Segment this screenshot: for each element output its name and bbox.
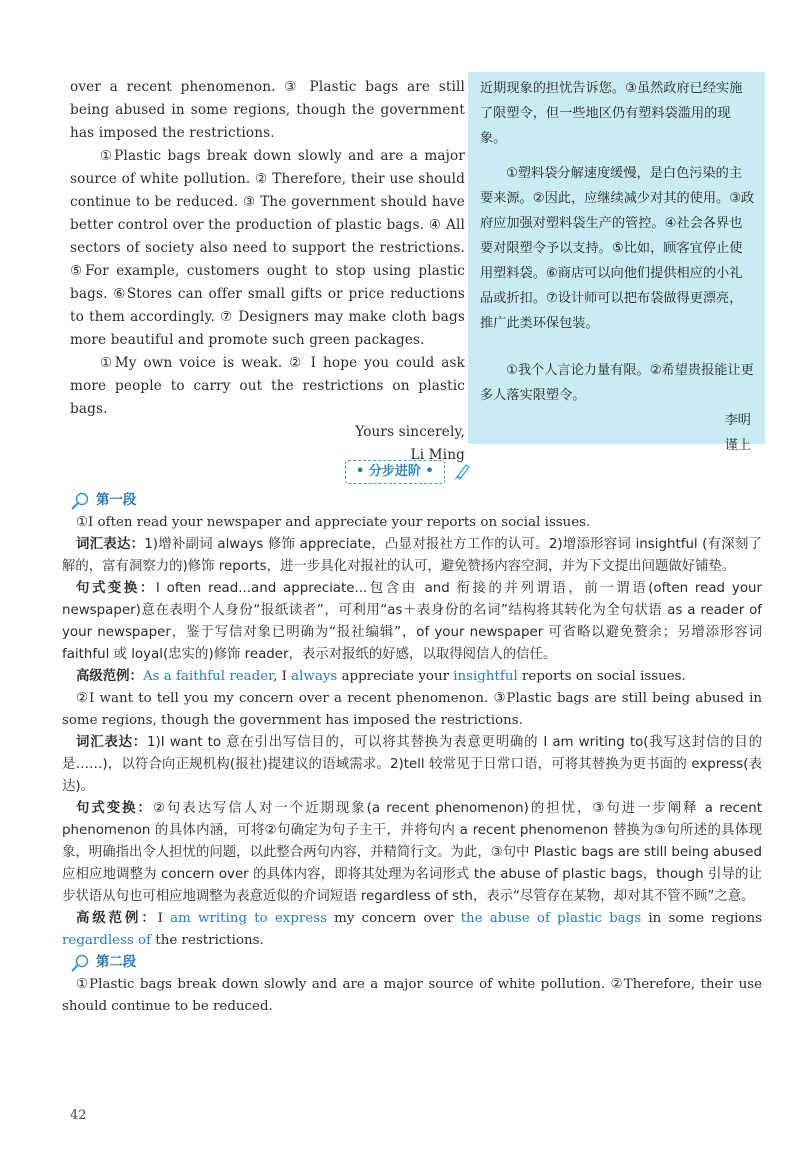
section1-syntax bbox=[62, 578, 762, 666]
letter-cn-closing: 谨上 bbox=[724, 438, 751, 453]
section1-sentence: ①I often read your newspaper and appreciate your reports on social issues. bbox=[76, 515, 591, 530]
body-content bbox=[62, 490, 762, 1018]
vocab-label: 词汇表达： bbox=[76, 537, 145, 552]
section1b-vocab bbox=[62, 732, 762, 798]
vocab-label: 词汇表达： bbox=[76, 735, 147, 750]
pen-icon bbox=[454, 462, 472, 480]
section1b-sentence: ②I want to tell you my concern over a recent phenomenon. ③Plastic bags are still being abused in some regions, though the government has imposed the restrictions. bbox=[62, 691, 762, 728]
letter-chinese bbox=[468, 72, 765, 453]
section1-vocab bbox=[62, 534, 762, 578]
letter-en-signature: Li Ming bbox=[410, 447, 465, 463]
letter-cn-p3: ①我个人言论力量有限。②希望贵报能让更多人落实限塑令。 bbox=[480, 363, 754, 403]
magnifier-icon bbox=[70, 954, 90, 972]
example-part: As a faithful reader bbox=[142, 669, 274, 684]
vocab-text: 1)增补副词 always 修饰 appreciate，凸显对报社方工作的认可。2)增添形容词 insightful (有深刻了解的，富有洞察力的)修饰 reports，进一步具化对报社的认可，避免赞扬内容空洞，并为下文提出问题做好铺垫。 bbox=[62, 537, 762, 574]
example-label: 高级范例： bbox=[76, 669, 143, 684]
section-banner: • 分步进阶 • bbox=[345, 460, 445, 484]
letter-cn-signature: 李明 bbox=[724, 413, 751, 428]
section-title-2: 第二段 bbox=[96, 955, 137, 970]
example-part: my concern over bbox=[326, 911, 461, 926]
letter-cn-p1: 近期现象的担忧告诉您。③虽然政府已经实施了限塑令，但一些地区仍有塑料袋滥用的现象。 bbox=[480, 81, 743, 146]
vocab-text: 1)I want to 意在引出写信目的，可以将其替换为表意更明确的 I am writing to(我写这封信的目的是……)，以符合向正规机构(报社)提建议的语域需求。2)tell 较常见于日常口语，可将其替换为更书面的 express(表达)。 bbox=[62, 735, 763, 794]
example-part: I bbox=[157, 911, 171, 926]
section1b-syntax bbox=[62, 798, 762, 908]
example-part: regardless of bbox=[62, 933, 152, 948]
section-title-1: 第一段 bbox=[96, 493, 137, 508]
example-part: appreciate your bbox=[337, 669, 454, 684]
letter-en-p2: ①Plastic bags break down slowly and are a major source of white pollution. ② Therefore, their use should continue to be reduced. ③ The government should have better control over the production of plastic bags. ④ All sectors of society also need to support the restrictions. ⑤For example, customers ought to stop using plastic bags. ⑥Stores can offer small gifts or price reductions to them accordingly. ⑦ Designers may make cloth bags more beautiful and promote such green packages. bbox=[70, 148, 465, 348]
example-part: reports on social issues. bbox=[517, 669, 686, 684]
example-part: always bbox=[291, 669, 338, 684]
letter-en-p1: over a recent phenomenon. ③ Plastic bags are still being abused in some regions, though the government has imposed the restrictions. bbox=[70, 79, 465, 141]
letter-cn-p2: ①塑料袋分解速度缓慢，是白色污染的主要来源。②因此，应继续减少对其的使用。③政府应加强对塑料袋生产的管控。④社会各界也要对限塑令予以支持。⑤比如，顾客宜停止使用塑料袋。⑥商店可以向他们提供相应的小礼品或折扣。⑦设计师可以把布袋做得更漂亮，推广此类环保包装。 bbox=[480, 166, 755, 331]
section2-sentence: ①Plastic bags break down slowly and are a major source of white pollution. ②Therefore, their use should continue to be reduced. bbox=[62, 977, 762, 1014]
example-label: 高级范例： bbox=[76, 911, 158, 926]
example-part: am writing to express bbox=[170, 911, 327, 926]
letter-english bbox=[70, 76, 465, 467]
letter-block bbox=[70, 72, 765, 463]
syntax-text: I often read...and appreciate...包含由 and 衔接的并列谓语，前一谓语(often read your newspaper)意在表明个人身份“报纸读者”，可利用“as＋表身份的名词”结构将其转化为全句状语 as a reader of your newspaper，鉴于写信对象已明确为“报社编辑”，of your newspaper 可省略以避免赘余；另增添形容词 faithful 或 loyal(忠实的)修饰 reader，表示对报纸的好感，以取得阅信人的信任。 bbox=[62, 581, 762, 662]
section1-example bbox=[62, 666, 762, 688]
example-part: , I bbox=[273, 669, 292, 684]
page-number: 42 bbox=[70, 1108, 87, 1123]
example-part: in some regions bbox=[641, 911, 762, 926]
magnifier-icon bbox=[70, 492, 90, 510]
example-part: the abuse of plastic bags bbox=[460, 911, 642, 926]
example-part: the restrictions. bbox=[151, 933, 264, 948]
syntax-label: 句式变换： bbox=[76, 581, 156, 596]
section-heading-1 bbox=[70, 490, 762, 512]
syntax-text: ②句表达写信人对一个近期现象(a recent phenomenon)的担忧，③句进一步阐释 a recent phenomenon 的具体内涵，可将②句确定为句子主干，并将句内 a recent phenomenon 替换为③句所述的具体现象，明确指出令人担忧的问题，以此整合两句内容，并精简行文。为此，③句中 Plastic bags are still being abused 应相应地调整为 concern over 的具体内容，即将其处理为名词形式 the abuse of plastic bags，though 引导的让步状语从句也可相应地调整为表意近似的介词短语 regardless of sth，表示“尽管存在某物，却对其不管不顾”之意。 bbox=[62, 801, 762, 904]
section-heading-2 bbox=[70, 952, 762, 974]
example-part: insightful bbox=[453, 669, 518, 684]
letter-en-p3: ①My own voice is weak. ② I hope you could ask more people to carry out the restrictions on plastic bags. bbox=[70, 355, 465, 417]
section1b-example bbox=[62, 908, 762, 952]
syntax-label: 句式变换： bbox=[76, 801, 153, 816]
letter-en-closing: Yours sincerely, bbox=[355, 424, 465, 440]
